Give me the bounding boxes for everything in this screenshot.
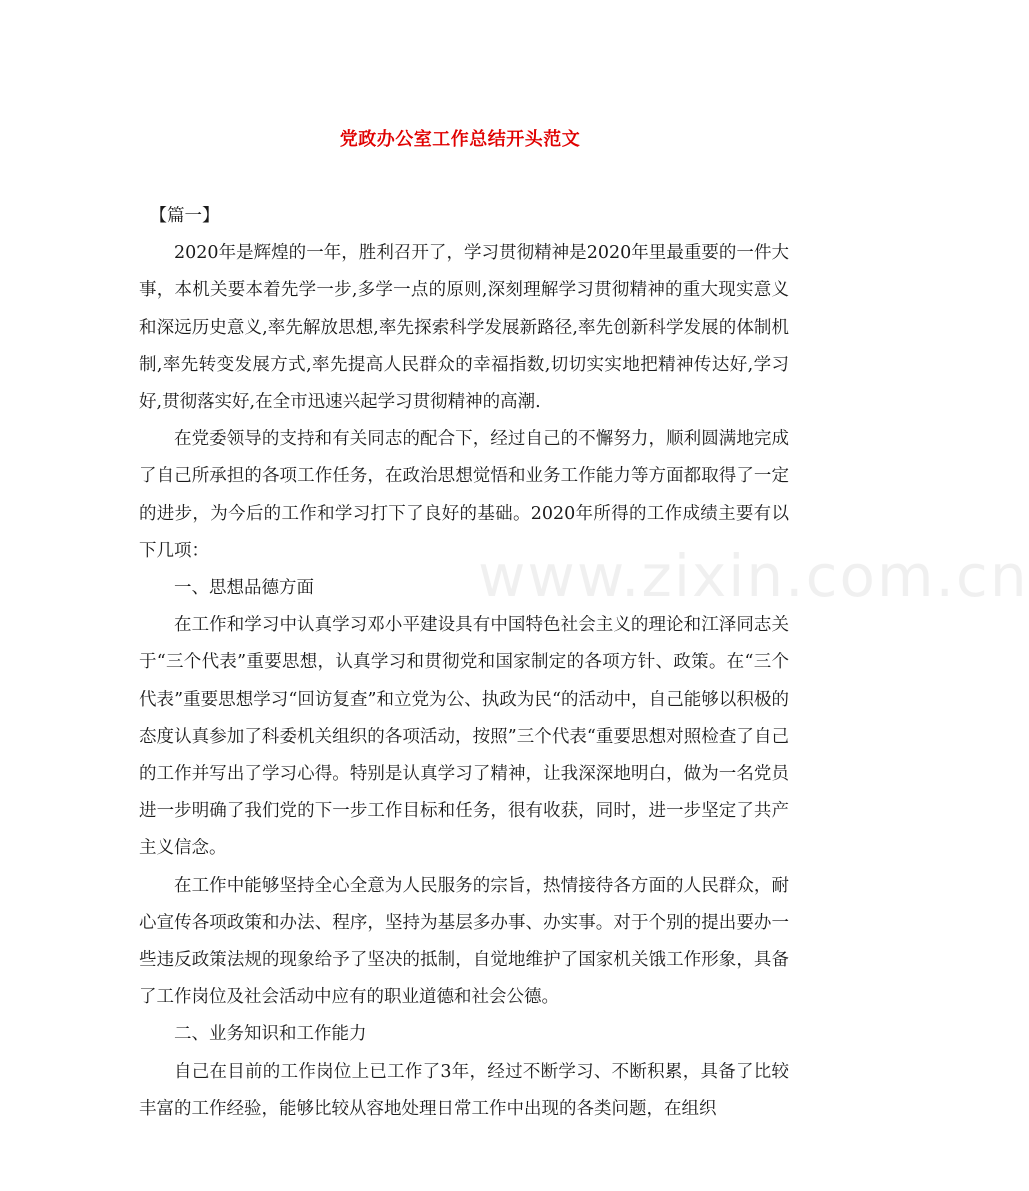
section-heading-ideology: 一、思想品德方面 [174, 578, 314, 599]
document-body [139, 198, 789, 1128]
paragraph: 自己在目前的工作岗位上已工作了3年，经过不断学习、不断积累，具备了比较丰富的工作经验，能够比较从容地处理日常工作中出现的各类问题，在组织 [139, 1061, 789, 1119]
section-heading-business: 二、业务知识和工作能力 [174, 1024, 367, 1045]
paragraph: 在党委领导的支持和有关同志的配合下，经过自己的不懈努力，顺利圆满地完成了自己所承担的各项工作任务，在政治思想觉悟和业务工作能力等方面都取得了一定的进步，为今后的工作和学习打下了良好的基础。2020年所得的工作成绩主要有以下几项： [139, 429, 789, 561]
paragraph: 在工作中能够坚持全心全意为人民服务的宗旨，热情接待各方面的人民群众，耐心宣传各项政策和办法、程序，坚持为基层多办事、办实事。对于个别的提出要办一些违反政策法规的现象给予了坚决的抵制，自觉地维护了国家机关饿工作形象，具备了工作岗位及社会活动中应有的职业道德和社会公德。 [139, 875, 789, 1008]
document-title: 党政办公室工作总结开头范文 [339, 129, 581, 150]
section-heading-part-one: 【篇一】 [149, 206, 220, 226]
paragraph: 在工作和学习中认真学习邓小平建设具有中国特色社会主义的理论和江泽同志关于“三个代表”重要思想，认真学习和贯彻党和国家制定的各项方针、政策。在“三个代表”重要思想学习“回访复查”和立党为公、执政为民“的活动中，自己能够以积极的态度认真参加了科委机关组织的各项活动，按照”三个代表“重要思想对照检查了自己的工作并写出了学习心得。特别是认真学习了精神，让我深深地明白，做为一名党员进一步明确了我们党的下一步工作目标和任务，很有收获，同时，进一步坚定了共产主义信念。 [139, 615, 789, 859]
paragraph: 2020年是辉煌的一年，胜利召开了，学习贯彻精神是2020年里最重要的一件大事，本机关要本着先学一步,多学一点的原则,深刻理解学习贯彻精神的重大现实意义和深远历史意义,率先解放思想,率先探索科学发展新路径,率先创新科学发展的体制机制,率先转变发展方式,率先提高人民群众的幸福指数,切切实实地把精神传达好,学习好,贯彻落实好,在全市迅速兴起学习贯彻精神的高潮. [139, 243, 789, 413]
watermark: www.zixin.com.cn [478, 542, 1029, 610]
